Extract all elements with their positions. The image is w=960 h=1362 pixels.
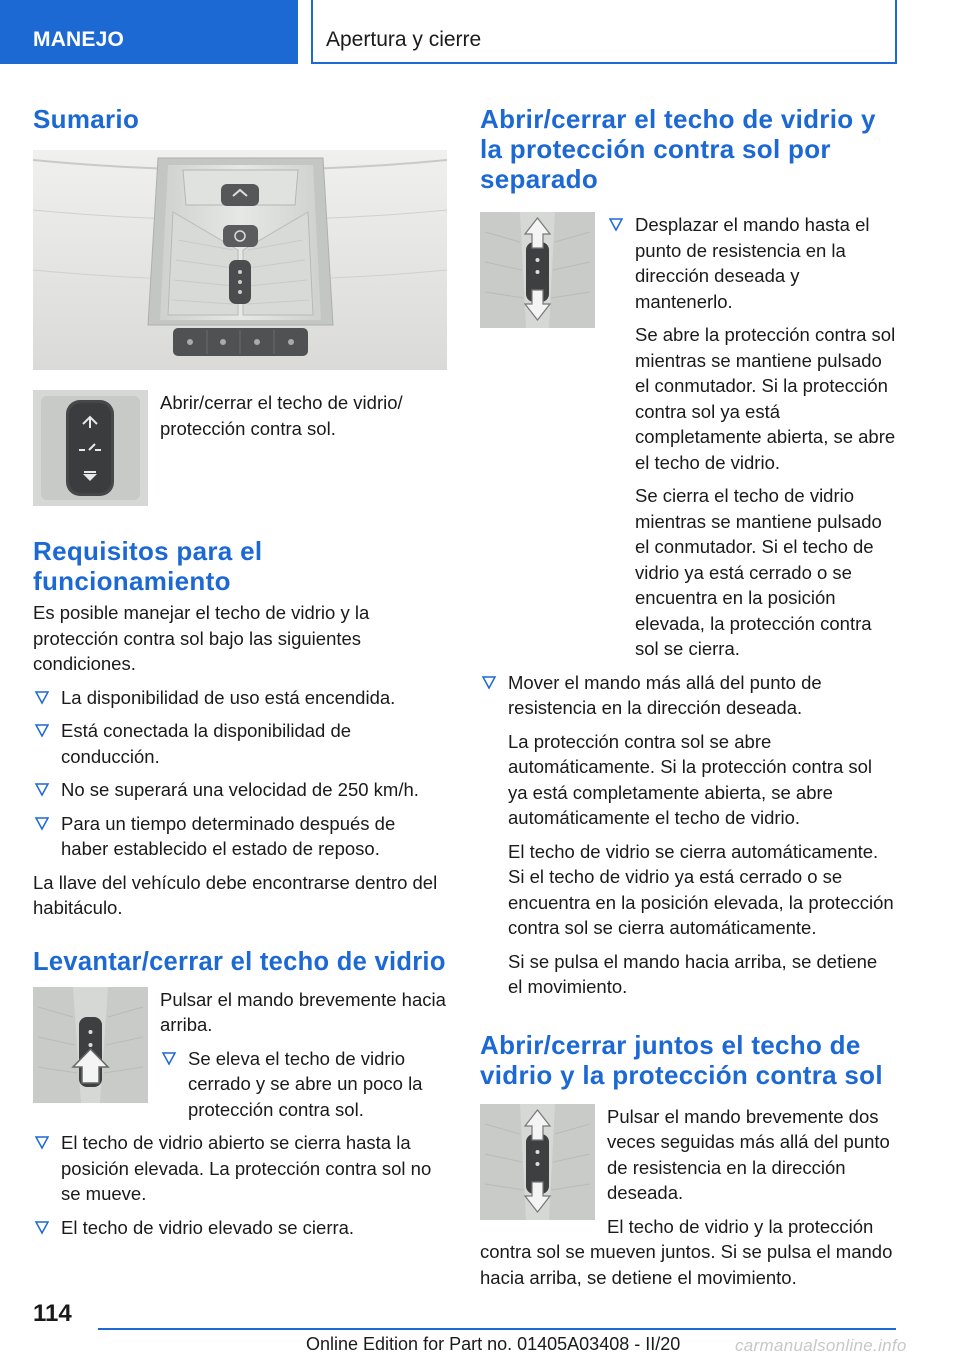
separado-switch-image — [480, 212, 595, 328]
juntos-para1: Pulsar el mando brevemente dos veces seguidas más allá del punto de resistencia en la dirección deseada. — [607, 1105, 890, 1203]
requisitos-note: La llave del vehículo debe encontrarse dentro del habitáculo. — [33, 871, 438, 918]
roof-switch-image — [33, 390, 148, 506]
levantar-item-text: El techo de vidrio elevado se cierra. — [61, 1216, 355, 1238]
list-item — [33, 1215, 447, 1241]
separado-sublist — [607, 212, 896, 662]
right-column — [480, 100, 896, 1290]
levantar-switch-image — [33, 987, 148, 1103]
footer-divider — [98, 1328, 896, 1330]
list-item — [33, 1130, 447, 1207]
requisito-item-text: Está conectada la disponibilidad de conducción. — [61, 720, 352, 767]
overhead-console-image — [33, 150, 447, 370]
roof-switch-figure — [33, 390, 148, 506]
footer-edition: Online Edition for Part no. 01405A03408 - II/20 — [306, 1334, 681, 1354]
separado-heading: Abrir/cerrar el techo de vidrio y la protección contra sol por separado — [480, 104, 876, 194]
triangle-bullet-icon — [34, 722, 50, 738]
sumario-switch-block — [33, 390, 447, 506]
juntos-switch-figure — [480, 1104, 595, 1220]
triangle-bullet-icon — [34, 1219, 50, 1235]
levantar-item-text: El techo de vidrio abierto se cierra hasta la posición elevada. La protección contra sol no se mueve. — [61, 1132, 432, 1204]
requisitos-intro: Es posible manejar el techo de vidrio y la protección contra sol bajo las siguientes condiciones. — [33, 602, 370, 674]
list-item — [33, 718, 447, 769]
watermark: carmanualsonline.info — [735, 1336, 907, 1355]
separado-block — [480, 212, 896, 662]
triangle-bullet-icon — [34, 815, 50, 831]
triangle-bullet-icon — [161, 1050, 177, 1066]
levantar-heading: Levantar/cerrar el techo de vidrio — [33, 947, 446, 976]
triangle-bullet-icon — [34, 689, 50, 705]
levantar-sublist — [160, 1046, 447, 1123]
separado-item2-para1: La protección contra sol se abre automáticamente. Si la protección contra sol ya está completamente abierta, se abre automáticamente el techo de vidrio. — [508, 730, 873, 828]
separado-item1-para2: Se cierra el techo de vidrio mientras se mantiene pulsado el conmutador. Si el techo de vidrio ya está cerrado o se encuentra en la posición elevada, la protección contra sol se cierra. — [635, 485, 882, 659]
separado-item1-para1: Se abre la protección contra sol mientras se mantiene pulsado el conmutador. Si la protección contra sol ya está completamente abierta, se abre el techo de vidrio. — [635, 324, 896, 473]
levantar-block — [33, 987, 447, 1123]
requisitos-list — [33, 685, 447, 862]
triangle-bullet-icon — [608, 216, 624, 232]
separado-item2-para3: Si se pulsa el mando hacia arriba, se detiene el movimiento. — [508, 950, 878, 997]
levantar-switch-figure — [33, 987, 148, 1103]
list-item — [33, 777, 447, 803]
juntos-switch-image — [480, 1104, 595, 1220]
requisitos-heading: Requisitos para el funcionamiento — [33, 536, 263, 596]
overhead-console-figure — [33, 150, 447, 370]
page-number: 114 — [33, 1300, 72, 1327]
separado-list — [480, 670, 896, 1000]
separado-item1-text: Desplazar el mando hasta el punto de resistencia en la dirección deseada y mantenerlo. — [635, 214, 870, 312]
left-column — [33, 100, 447, 1240]
requisito-item-text: Para un tiempo determinado después de haber establecido el estado de reposo. — [61, 812, 396, 859]
header-section-tab — [0, 0, 298, 64]
separado-item2-text: Mover el mando más allá del punto de resistencia en la dirección deseada. — [508, 671, 822, 718]
list-item — [607, 212, 896, 662]
juntos-block — [480, 1104, 896, 1291]
triangle-bullet-icon — [34, 1134, 50, 1150]
list-item — [33, 685, 447, 711]
juntos-para2: El techo de vidrio y la protección contra sol se mueven juntos. Si se pulsa el mando hacia arriba, se detiene el movimiento. — [480, 1215, 893, 1288]
requisito-item-text: La disponibilidad de uso está encendida. — [61, 686, 396, 708]
separado-item2-para2: El techo de vidrio se cierra automáticamente. Si el techo de vidrio ya está cerrado o se encuentra en la posición elevada, la protección contra sol se cierra automáticamente. — [508, 840, 894, 938]
levantar-subitem-text: Se eleva el techo de vidrio cerrado y se abre un poco la protección contra sol. — [188, 1047, 423, 1120]
levantar-list — [33, 1130, 447, 1240]
header-chapter-box — [311, 0, 897, 64]
header-chapter-label: Apertura y cierre — [326, 28, 482, 51]
juntos-heading: Abrir/cerrar juntos el techo de vidrio y la protección contra sol — [480, 1029, 883, 1090]
list-item — [33, 811, 447, 862]
triangle-bullet-icon — [481, 674, 497, 690]
triangle-bullet-icon — [34, 781, 50, 797]
header-section-label: MANEJO — [33, 28, 125, 51]
levantar-intro: Pulsar el mando brevemente hacia arriba. — [160, 988, 446, 1035]
list-item — [160, 1046, 447, 1123]
sumario-caption: Abrir/cerrar el techo de vidrio/ protección contra sol. — [160, 392, 403, 439]
separado-switch-figure — [480, 212, 595, 328]
list-item — [480, 670, 896, 1000]
sumario-heading: Sumario — [33, 104, 140, 134]
requisito-item-text: No se superará una velocidad de 250 km/h. — [61, 779, 419, 800]
